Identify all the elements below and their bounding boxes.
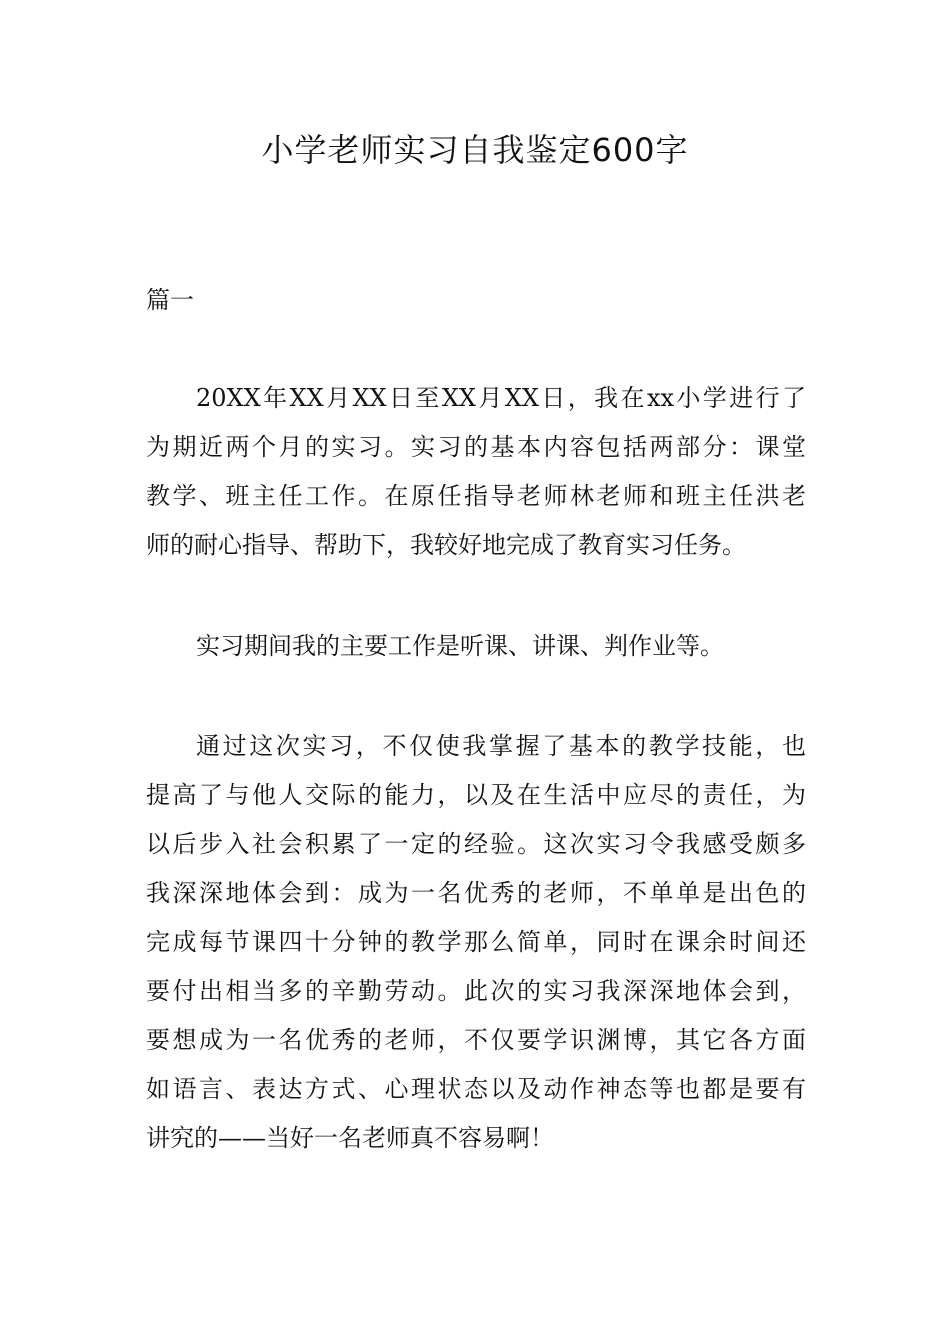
paragraph-line: 以后步入社会积累了一定的经验。这次实习令我感受颇多 (146, 830, 806, 858)
paragraph-line: 要想成为一名优秀的老师，不仅要学识渊博，其它各方面 (146, 1026, 806, 1054)
paragraph-line: 提高了与他人交际的能力，以及在生活中应尽的责任，为 (146, 781, 806, 809)
paragraph-line: 我深深地体会到：成为一名优秀的老师，不单单是出色的 (146, 879, 806, 907)
paragraph-line: 师的耐心指导、帮助下，我较好地完成了教育实习任务。 (146, 531, 746, 559)
paragraph-2 (146, 622, 806, 671)
section-label: 篇一 (146, 286, 194, 314)
paragraph-line: 要付出相当多的辛勤劳动。此次的实习我深深地体会到， (146, 977, 806, 1005)
paragraph-line: 如语言、表达方式、心理状态以及动作神态等也都是要有 (146, 1075, 806, 1103)
paragraph-3 (146, 722, 806, 1163)
paragraph-line: 完成每节课四十分钟的教学那么简单，同时在课余时间还 (146, 928, 806, 956)
paragraph-line: 实习期间我的主要工作是听课、讲课、判作业等。 (196, 632, 724, 660)
paragraph-line: 为期近两个月的实习。实习的基本内容包括两部分：课堂 (146, 433, 806, 461)
paragraph-line: 20XX年XX月XX日至XX月XX日，我在xx小学进行了 (196, 384, 806, 412)
paragraph-line: 讲究的——当好一名老师真不容易啊！ (146, 1124, 554, 1152)
paragraph-line: 通过这次实习，不仅使我掌握了基本的教学技能，也 (196, 732, 806, 760)
paragraph-1 (146, 374, 806, 570)
paragraph-line: 教学、班主任工作。在原任指导老师林老师和班主任洪老 (146, 482, 806, 510)
document-title: 小学老师实习自我鉴定600字 (261, 131, 689, 169)
